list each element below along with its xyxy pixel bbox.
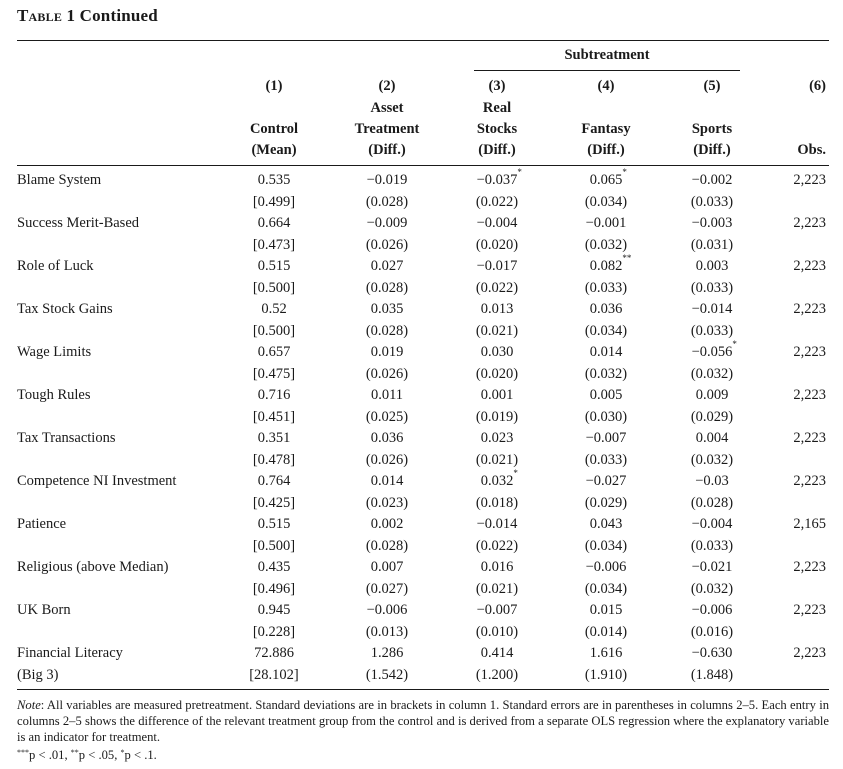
estimate-cell bbox=[437, 167, 557, 192]
sig-stars-2: ** bbox=[70, 748, 79, 757]
cell-value: 0.016 bbox=[480, 559, 514, 575]
subtreatment-label: Subtreatment bbox=[564, 47, 650, 63]
row-label: Tax Transactions bbox=[17, 430, 116, 446]
significance-star: ** bbox=[622, 253, 632, 263]
stderr-cell: (0.034) bbox=[584, 193, 628, 210]
cell-value: 2,165 bbox=[793, 516, 826, 532]
stderr-cell: [0.499] bbox=[252, 193, 296, 210]
cell-value: 0.030 bbox=[480, 344, 514, 360]
stderr-cell: (0.025) bbox=[365, 408, 409, 425]
stderr-cell: (0.026) bbox=[365, 365, 409, 382]
stderr-cell: [0.473] bbox=[252, 236, 296, 253]
stderr-cell: (0.018) bbox=[475, 494, 519, 511]
cell-value: 0.043 bbox=[589, 516, 623, 532]
bottom-rule bbox=[17, 689, 829, 690]
cell-value: 0.035 bbox=[370, 301, 404, 317]
stderr-cell: (0.020) bbox=[475, 365, 519, 382]
estimate-cell bbox=[327, 170, 447, 192]
cell-value: 0.414 bbox=[480, 645, 514, 661]
estimate-cell bbox=[214, 600, 334, 622]
cell-value: 0.036 bbox=[589, 301, 623, 317]
stderr-cell: (0.028) bbox=[690, 494, 734, 511]
stderr-cell: [0.500] bbox=[252, 279, 296, 296]
estimate-cell bbox=[652, 170, 772, 192]
col-header-3-number: (3) bbox=[488, 78, 506, 94]
estimate-cell bbox=[327, 385, 447, 407]
stderr-cell: (0.019) bbox=[475, 408, 519, 425]
estimate-cell bbox=[546, 514, 666, 536]
cell-value: 0.082 bbox=[589, 258, 623, 274]
stderr-cell: [0.228] bbox=[252, 623, 296, 640]
estimate-cell bbox=[214, 256, 334, 278]
cell-value: 1.286 bbox=[370, 645, 404, 661]
cell-value: −0.003 bbox=[691, 215, 733, 231]
cell-value: −0.009 bbox=[366, 215, 408, 231]
cell-value: 0.004 bbox=[695, 430, 729, 446]
cell-value-wrap bbox=[691, 339, 737, 364]
cell-value-wrap bbox=[480, 468, 518, 493]
stderr-cell: (0.028) bbox=[365, 193, 409, 210]
estimate-cell bbox=[327, 256, 447, 278]
estimate-cell bbox=[437, 213, 557, 235]
estimate-cell bbox=[437, 468, 557, 493]
estimate-cell bbox=[437, 557, 557, 579]
cell-value: −0.630 bbox=[691, 645, 733, 661]
cell-value: 0.007 bbox=[370, 559, 404, 575]
stderr-cell: [0.451] bbox=[252, 408, 296, 425]
stderr-cell: (1.200) bbox=[475, 666, 519, 683]
top-rule bbox=[17, 40, 829, 41]
stderr-cell: (0.016) bbox=[690, 623, 734, 640]
cell-value: 0.023 bbox=[480, 430, 514, 446]
stderr-cell: (0.026) bbox=[365, 451, 409, 468]
cell-value: 2,223 bbox=[793, 172, 826, 188]
estimate-cell bbox=[546, 299, 666, 321]
cell-value: 0.032 bbox=[480, 473, 514, 489]
cell-value: 0.664 bbox=[257, 215, 291, 231]
cell-value: 0.435 bbox=[257, 559, 291, 575]
cell-value: −0.017 bbox=[476, 258, 518, 274]
estimate-cell bbox=[437, 385, 557, 407]
obs-cell bbox=[766, 643, 826, 665]
stderr-cell: (0.028) bbox=[365, 322, 409, 339]
cell-value: 0.027 bbox=[370, 258, 404, 274]
cell-value: −0.03 bbox=[695, 473, 729, 489]
row-label: Religious (above Median) bbox=[17, 559, 169, 575]
estimate-cell bbox=[437, 256, 557, 278]
significance-star: * bbox=[517, 167, 522, 177]
cell-value: 2,223 bbox=[793, 559, 826, 575]
cell-value: 0.003 bbox=[695, 258, 729, 274]
estimate-cell bbox=[546, 167, 666, 192]
cell-value: 0.657 bbox=[257, 344, 291, 360]
stderr-cell: (0.033) bbox=[584, 279, 628, 296]
cell-value: 0.001 bbox=[480, 387, 514, 403]
stderr-cell: (0.032) bbox=[584, 236, 628, 253]
cell-value: 0.002 bbox=[370, 516, 404, 532]
col-header-5-line-2: Sports bbox=[691, 121, 733, 137]
estimate-cell bbox=[652, 600, 772, 622]
estimate-cell bbox=[652, 557, 772, 579]
cell-value: 2,223 bbox=[793, 215, 826, 231]
stderr-cell: (0.028) bbox=[365, 537, 409, 554]
cell-value: 0.515 bbox=[257, 258, 291, 274]
table-title bbox=[17, 6, 158, 26]
stderr-cell: (1.848) bbox=[690, 666, 734, 683]
cell-value: 2,223 bbox=[793, 344, 826, 360]
sig-text-2: p < .05, bbox=[78, 748, 121, 762]
obs-cell bbox=[766, 385, 826, 407]
cell-value: 0.005 bbox=[589, 387, 623, 403]
cell-value: −0.007 bbox=[476, 602, 518, 618]
estimate-cell bbox=[327, 428, 447, 450]
cell-value: 0.011 bbox=[370, 387, 404, 403]
stderr-cell: (0.014) bbox=[584, 623, 628, 640]
cell-value: 0.764 bbox=[257, 473, 291, 489]
stderr-cell: (0.013) bbox=[365, 623, 409, 640]
stderr-cell: (0.033) bbox=[690, 537, 734, 554]
cell-value: 72.886 bbox=[254, 645, 294, 661]
stderr-cell: (0.028) bbox=[365, 279, 409, 296]
stderr-cell: (0.032) bbox=[690, 580, 734, 597]
estimate-cell bbox=[327, 299, 447, 321]
cell-value: 1.616 bbox=[589, 645, 623, 661]
estimate-cell bbox=[437, 643, 557, 665]
cell-value: −0.056 bbox=[691, 344, 733, 360]
stderr-cell: (0.034) bbox=[584, 322, 628, 339]
estimate-cell bbox=[327, 213, 447, 235]
obs-cell bbox=[766, 170, 826, 192]
col-header-4-line-2: Fantasy bbox=[581, 121, 631, 137]
estimate-cell bbox=[546, 385, 666, 407]
col-header-3-line-2: Stocks bbox=[476, 121, 518, 137]
cell-value: 2,223 bbox=[793, 602, 826, 618]
estimate-cell bbox=[214, 213, 334, 235]
cell-value: 0.019 bbox=[370, 344, 404, 360]
estimate-cell bbox=[214, 514, 334, 536]
obs-cell bbox=[766, 514, 826, 536]
row-label: (Big 3) bbox=[17, 666, 59, 683]
row-label: Competence NI Investment bbox=[17, 473, 177, 489]
estimate-cell bbox=[652, 514, 772, 536]
estimate-cell bbox=[652, 428, 772, 450]
col-header-6-line-3: Obs. bbox=[797, 142, 826, 158]
cell-value: −0.007 bbox=[585, 430, 627, 446]
cell-value: 0.351 bbox=[257, 430, 291, 446]
estimate-cell bbox=[546, 213, 666, 235]
obs-cell bbox=[766, 428, 826, 450]
stderr-cell: (0.023) bbox=[365, 494, 409, 511]
cell-value-wrap bbox=[476, 167, 522, 192]
stderr-cell: (0.022) bbox=[475, 279, 519, 296]
stderr-cell: (0.032) bbox=[690, 451, 734, 468]
subtreatment-rule bbox=[474, 70, 740, 71]
estimate-cell bbox=[652, 385, 772, 407]
estimate-cell bbox=[214, 299, 334, 321]
cell-value: −0.014 bbox=[476, 516, 518, 532]
stderr-cell: (1.542) bbox=[365, 666, 409, 683]
estimate-cell bbox=[437, 342, 557, 364]
estimate-cell bbox=[214, 471, 334, 493]
stderr-cell: (0.033) bbox=[690, 279, 734, 296]
stderr-cell: (0.030) bbox=[584, 408, 628, 425]
significance-star: * bbox=[732, 339, 737, 349]
col-header-2-line-2: Treatment bbox=[354, 121, 420, 137]
estimate-cell bbox=[652, 339, 772, 364]
stderr-cell: (0.010) bbox=[475, 623, 519, 640]
sig-stars-3: * bbox=[120, 748, 125, 757]
stderr-cell: (0.034) bbox=[584, 580, 628, 597]
stderr-cell: (0.022) bbox=[475, 193, 519, 210]
cell-value: 2,223 bbox=[793, 645, 826, 661]
stderr-cell: [0.496] bbox=[252, 580, 296, 597]
note-label: Note bbox=[17, 698, 41, 712]
stderr-cell: (0.022) bbox=[475, 537, 519, 554]
stderr-cell: (0.029) bbox=[690, 408, 734, 425]
cell-value: 0.945 bbox=[257, 602, 291, 618]
obs-cell bbox=[766, 471, 826, 493]
cell-value-wrap bbox=[589, 167, 627, 192]
col-header-5-line-3: (Diff.) bbox=[693, 142, 731, 158]
stderr-cell: [0.475] bbox=[252, 365, 296, 382]
stderr-cell: [0.500] bbox=[252, 537, 296, 554]
obs-cell bbox=[766, 342, 826, 364]
col-header-5-number: (5) bbox=[703, 78, 721, 94]
sig-stars-1: *** bbox=[17, 748, 29, 757]
estimate-cell bbox=[437, 428, 557, 450]
estimate-cell bbox=[214, 557, 334, 579]
row-label: Role of Luck bbox=[17, 258, 94, 274]
cell-value-wrap bbox=[589, 253, 632, 278]
row-label: Wage Limits bbox=[17, 344, 92, 360]
significance-legend bbox=[17, 745, 157, 763]
col-header-6-number: (6) bbox=[809, 78, 826, 94]
row-label: Patience bbox=[17, 516, 67, 532]
estimate-cell bbox=[327, 557, 447, 579]
cell-value: −0.001 bbox=[585, 215, 627, 231]
estimate-cell bbox=[214, 385, 334, 407]
estimate-cell bbox=[546, 471, 666, 493]
obs-cell bbox=[766, 557, 826, 579]
cell-value: 0.014 bbox=[370, 473, 404, 489]
sig-text-1: p < .01, bbox=[29, 748, 71, 762]
cell-value: 2,223 bbox=[793, 430, 826, 446]
stderr-cell: (0.021) bbox=[475, 580, 519, 597]
estimate-cell bbox=[327, 471, 447, 493]
estimate-cell bbox=[546, 643, 666, 665]
stderr-cell: [0.500] bbox=[252, 322, 296, 339]
estimate-cell bbox=[214, 428, 334, 450]
cell-value: −0.019 bbox=[366, 172, 408, 188]
cell-value: −0.006 bbox=[366, 602, 408, 618]
cell-value: 2,223 bbox=[793, 387, 826, 403]
obs-cell bbox=[766, 256, 826, 278]
stderr-cell: (0.020) bbox=[475, 236, 519, 253]
table-title-prefix: Table 1 bbox=[17, 6, 76, 25]
cell-value: 0.015 bbox=[589, 602, 623, 618]
col-header-1-number: (1) bbox=[265, 78, 283, 94]
stderr-cell: (0.032) bbox=[690, 365, 734, 382]
estimate-cell bbox=[437, 600, 557, 622]
table-title-suffix: Continued bbox=[79, 6, 158, 25]
significance-star: * bbox=[622, 167, 627, 177]
col-header-2-line-1: Asset bbox=[370, 100, 404, 116]
stderr-cell: (0.031) bbox=[690, 236, 734, 253]
estimate-cell bbox=[546, 253, 666, 278]
stderr-cell: (0.032) bbox=[584, 365, 628, 382]
row-label: Tough Rules bbox=[17, 387, 91, 403]
col-header-4-number: (4) bbox=[597, 78, 615, 94]
cell-value: 2,223 bbox=[793, 473, 826, 489]
estimate-cell bbox=[327, 342, 447, 364]
stderr-cell: (0.033) bbox=[690, 193, 734, 210]
col-header-4-line-3: (Diff.) bbox=[587, 142, 625, 158]
sig-text-3: p < .1. bbox=[124, 748, 157, 762]
col-header-2-number: (2) bbox=[378, 78, 396, 94]
stderr-cell: (1.910) bbox=[584, 666, 628, 683]
cell-value: 0.065 bbox=[589, 172, 623, 188]
cell-value: 0.036 bbox=[370, 430, 404, 446]
col-header-1-line-2: Control bbox=[249, 121, 299, 137]
cell-value: 0.535 bbox=[257, 172, 291, 188]
obs-cell bbox=[766, 299, 826, 321]
estimate-cell bbox=[546, 557, 666, 579]
estimate-cell bbox=[327, 600, 447, 622]
estimate-cell bbox=[214, 170, 334, 192]
stderr-cell: (0.029) bbox=[584, 494, 628, 511]
estimate-cell bbox=[652, 213, 772, 235]
estimate-cell bbox=[546, 428, 666, 450]
cell-value: 0.515 bbox=[257, 516, 291, 532]
table-note bbox=[17, 697, 829, 746]
stderr-cell: (0.021) bbox=[475, 451, 519, 468]
estimate-cell bbox=[437, 299, 557, 321]
row-label: Tax Stock Gains bbox=[17, 301, 113, 317]
estimate-cell bbox=[652, 471, 772, 493]
cell-value: −0.004 bbox=[691, 516, 733, 532]
note-text: : All variables are measured pretreatment. Standard deviations are in brackets in column 1. Standard errors are in parentheses in columns 2–5. Each entry in columns 2–5 shows the difference of the relevant treatment group from the control and is derived from a separate OLS regression where the explanatory variable is an indicator for treatment. bbox=[17, 698, 829, 745]
estimate-cell bbox=[327, 514, 447, 536]
header-rule bbox=[17, 165, 829, 166]
col-header-2-line-3: (Diff.) bbox=[368, 142, 406, 158]
row-label: Financial Literacy bbox=[17, 645, 123, 661]
cell-value: −0.006 bbox=[585, 559, 627, 575]
stderr-cell: (0.033) bbox=[584, 451, 628, 468]
stderr-cell: [28.102] bbox=[249, 666, 299, 683]
estimate-cell bbox=[214, 342, 334, 364]
stderr-cell: [0.478] bbox=[252, 451, 296, 468]
estimate-cell bbox=[546, 600, 666, 622]
estimate-cell bbox=[214, 643, 334, 665]
estimate-cell bbox=[652, 643, 772, 665]
cell-value: 2,223 bbox=[793, 258, 826, 274]
cell-value: −0.014 bbox=[691, 301, 733, 317]
obs-cell bbox=[766, 600, 826, 622]
cell-value: 0.716 bbox=[257, 387, 291, 403]
estimate-cell bbox=[437, 514, 557, 536]
stderr-cell: [0.425] bbox=[252, 494, 296, 511]
cell-value: −0.021 bbox=[691, 559, 733, 575]
stderr-cell: (0.021) bbox=[475, 322, 519, 339]
stderr-cell: (0.034) bbox=[584, 537, 628, 554]
significance-star: * bbox=[513, 468, 518, 478]
estimate-cell bbox=[652, 299, 772, 321]
stderr-cell: (0.027) bbox=[365, 580, 409, 597]
cell-value: −0.002 bbox=[691, 172, 733, 188]
cell-value: −0.006 bbox=[691, 602, 733, 618]
cell-value: −0.004 bbox=[476, 215, 518, 231]
cell-value: 0.009 bbox=[695, 387, 729, 403]
cell-value: 0.014 bbox=[589, 344, 623, 360]
cell-value: 0.52 bbox=[261, 301, 287, 317]
stderr-cell: (0.033) bbox=[690, 322, 734, 339]
row-label: Blame System bbox=[17, 172, 102, 188]
stderr-cell: (0.026) bbox=[365, 236, 409, 253]
estimate-cell bbox=[327, 643, 447, 665]
cell-value: 0.013 bbox=[480, 301, 514, 317]
cell-value: −0.037 bbox=[476, 172, 518, 188]
col-header-3-line-1: Real bbox=[482, 100, 512, 116]
cell-value: 2,223 bbox=[793, 301, 826, 317]
estimate-cell bbox=[652, 256, 772, 278]
cell-value: −0.027 bbox=[585, 473, 627, 489]
col-header-1-line-3: (Mean) bbox=[251, 142, 297, 158]
estimate-cell bbox=[546, 342, 666, 364]
row-label: Success Merit-Based bbox=[17, 215, 140, 231]
row-label: UK Born bbox=[17, 602, 71, 618]
obs-cell bbox=[766, 213, 826, 235]
col-header-3-line-3: (Diff.) bbox=[478, 142, 516, 158]
